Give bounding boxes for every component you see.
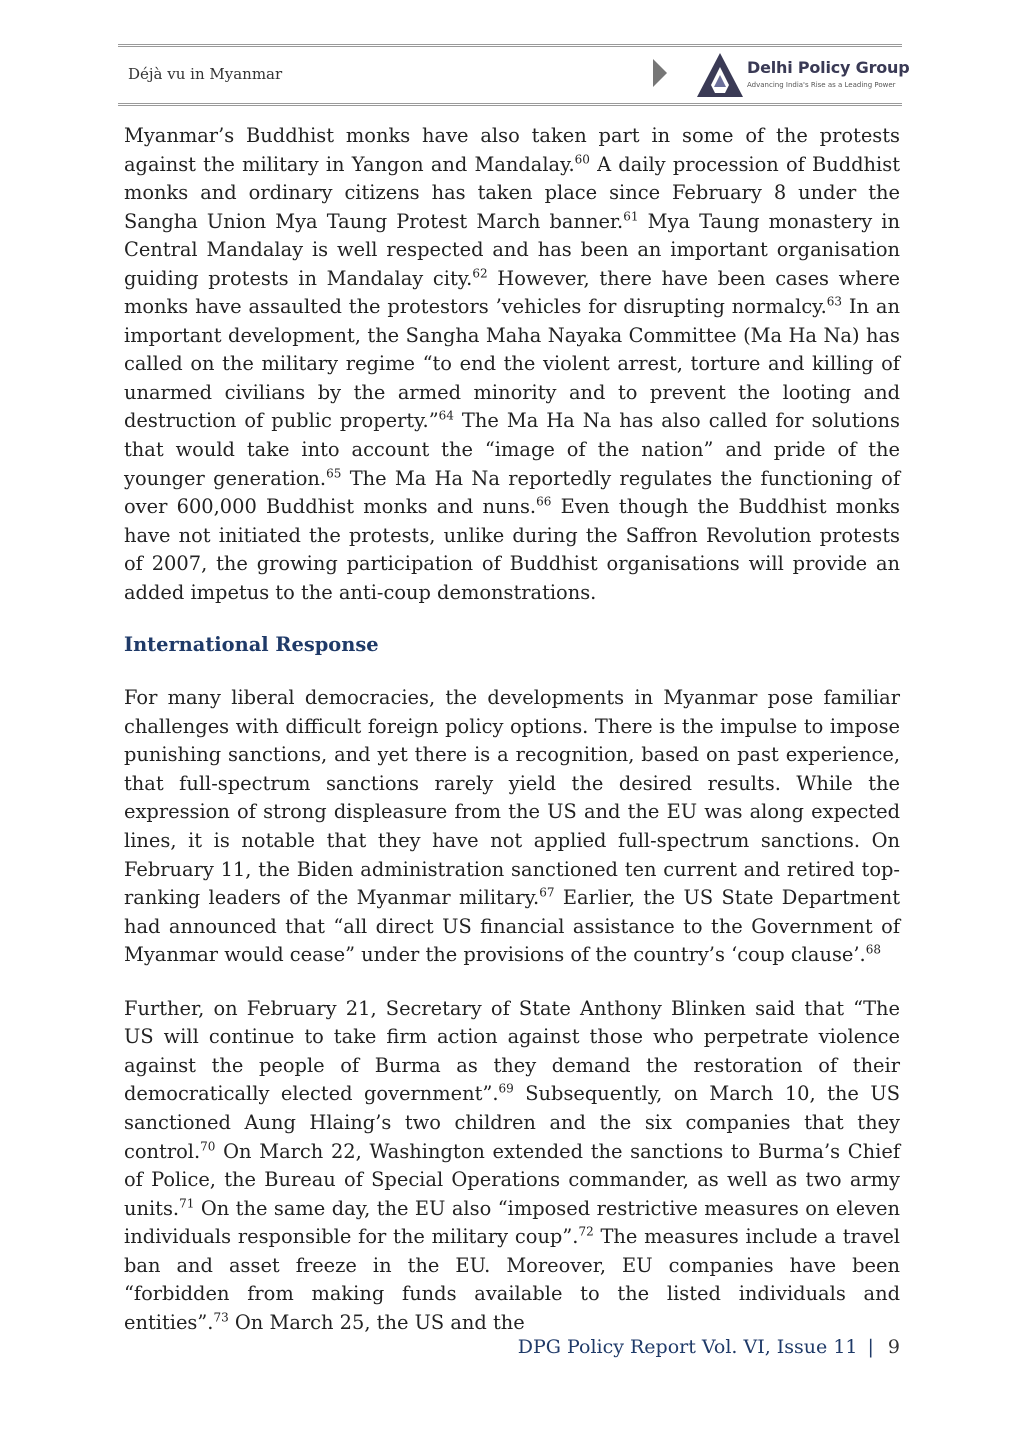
footnote-ref: 60 — [574, 152, 590, 167]
text-segment: A daily procession of Buddhist monks and ordinary citizens has taken place since February 8 under the Sangha Union Mya Taung Protest March banner. — [124, 152, 900, 233]
arrow-icon — [653, 59, 667, 87]
running-title: Déjà vu in Myanmar — [128, 65, 283, 83]
footnote-ref: 61 — [623, 209, 639, 224]
footnote-ref: 71 — [179, 1196, 195, 1211]
text-segment: Subsequently, on March 10, the US sanctioned Aung Hlaing’s two children and the six companies that they control. — [124, 1082, 900, 1163]
footnote-ref: 65 — [326, 466, 342, 481]
text-segment: On March 22, Washington extended the sanctions to Burma’s Chief of Police, the Bureau of Special Operations commander, as well as two army units. — [124, 1139, 900, 1220]
footnote-ref: 72 — [578, 1224, 594, 1239]
footnote-ref: 69 — [498, 1081, 514, 1096]
text-segment: On March 25, the US and the — [228, 1310, 525, 1334]
footnote-ref: 66 — [536, 494, 552, 509]
text-segment: Further, on February 21, Secretary of State Anthony Blinken said that “The US will continue to take firm action against those who perpetrate violence against the people of Burma as they demand the restoration of their democratically elected government”. — [124, 996, 900, 1106]
page-footer — [518, 1336, 900, 1358]
dpg-logo-mark-icon — [693, 51, 747, 99]
main-content — [124, 120, 900, 1337]
logo-name: Delhi Policy Group — [747, 58, 910, 77]
page-header — [118, 44, 910, 106]
footnote-ref: 68 — [865, 942, 881, 957]
paragraph-sanctions — [124, 995, 900, 1338]
text-segment: In an important development, the Sangha Maha Nayaka Committee (Ma Ha Na) has called on the military regime “to end the violent arrest, torture and killing of unarmed civilians by the armed minority and to prevent the looting and destruction of public property.” — [124, 295, 900, 433]
text-segment: The Ma Ha Na reportedly regulates the functioning of over 600,000 Buddhist monks and nuns. — [124, 466, 900, 519]
footnote-ref: 63 — [826, 294, 843, 309]
paragraph-monks — [124, 122, 900, 607]
report-title: DPG Policy Report Vol. VI, Issue 11 — [517, 1336, 858, 1358]
paragraph-international-response — [124, 684, 900, 969]
text-segment: The Ma Ha Na has also called for solutions that would take into account the “image of the nation” and pride of the younger generation. — [124, 409, 900, 490]
text-segment: The measures include a travel ban and asset freeze in the EU. Moreover, EU companies have been “forbidden from making funds available to the listed individuals and entities”. — [124, 1225, 900, 1334]
text-segment: For many liberal democracies, the developments in Myanmar pose familiar challenges with difficult foreign policy options. There is the impulse to impose punishing sanctions, and yet there is a recognition, based on past experience, that full-spectrum sanctions rarely yield the desired results. While the expression of strong displeasure from the US and the EU was along expected lines, it is notable that they have not applied full-spectrum sanctions. On February 11, the Biden administration sanctioned ten current and retired top-ranking leaders of the Myanmar military. — [124, 686, 900, 910]
dpg-logo — [693, 51, 910, 99]
logo-tagline: Advancing India's Rise as a Leading Power — [747, 81, 896, 89]
text-segment: However, there have been cases where monks have assaulted the protestors ’vehicles for disrupting normalcy. — [124, 266, 900, 319]
footnote-ref: 62 — [472, 266, 488, 281]
section-heading: International Response — [124, 633, 379, 657]
footer-separator: | — [867, 1336, 874, 1358]
text-segment: On the same day, the EU also “imposed restrictive measures on eleven individuals responsible for the military coup”. — [124, 1196, 900, 1249]
text-segment: Mya Taung monastery in Central Mandalay is well respected and has been an important organisation guiding protests in Mandalay city. — [124, 209, 900, 290]
text-segment: Myanmar’s Buddhist monks have also taken part in some of the protests against the military in Yangon and Mandalay. — [124, 124, 900, 176]
text-segment: Even though the Buddhist monks have not initiated the protests, unlike during the Saffron Revolution protests of 2007, the growing participation of Buddhist organisations will provide an added impetus to the anti-coup demonstrations. — [124, 495, 900, 604]
page-number: 9 — [887, 1336, 900, 1358]
footnote-ref: 67 — [539, 885, 555, 900]
footnote-ref: 64 — [438, 409, 454, 423]
footnote-ref: 70 — [200, 1139, 216, 1154]
footnote-ref: 73 — [213, 1310, 229, 1325]
text-segment: Earlier, the US State Department had announced that “all direct US financial assistance to the Government of Myanmar would cease” under the provisions of the country’s ‘coup clause’. — [124, 886, 900, 967]
